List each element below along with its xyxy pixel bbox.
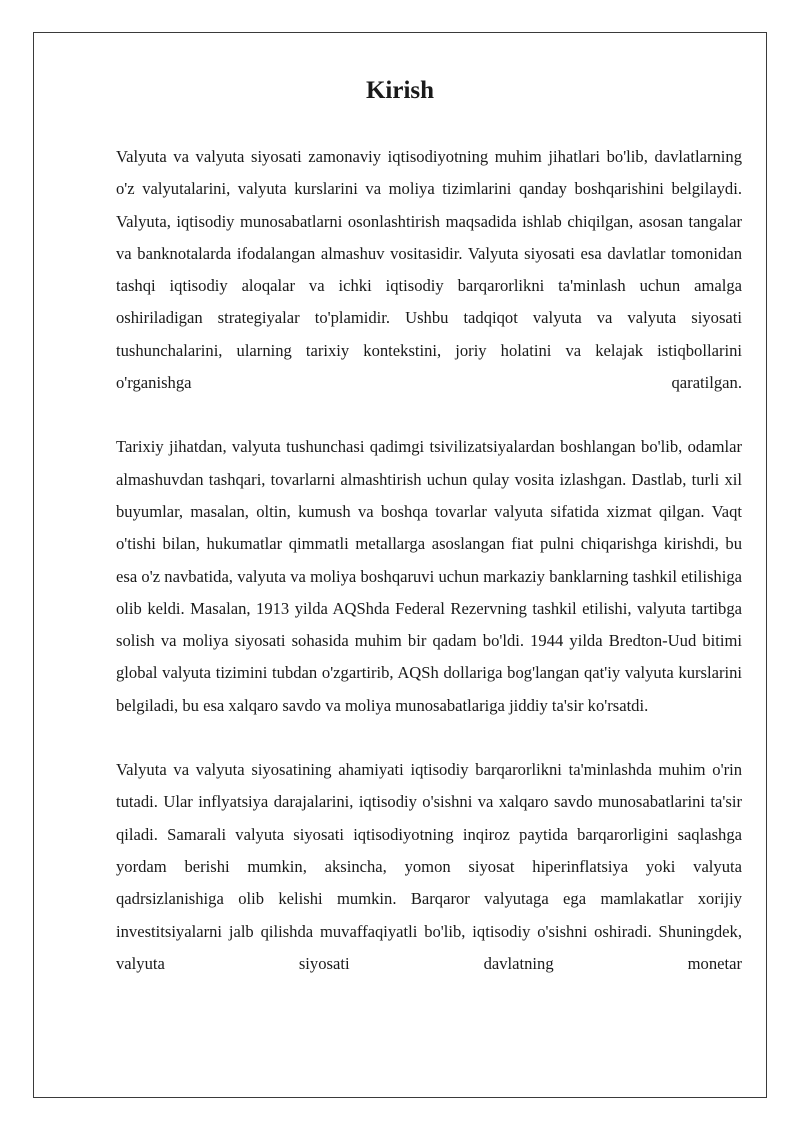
page-title: Kirish bbox=[365, 77, 435, 104]
paragraph-history: Tarixiy jihatdan, valyuta tushunchasi qadimgi tsivilizatsiyalardan boshlangan bo'lib, odamlar almashuvdan tashqari, tovarlarni almashtirish uchun qulay vosita izlashgan. Dastlab, turli xil buyumlar, masalan, oltin, kumush va boshqa tovarlar valyuta sifatida xizmat qilgan. Vaqt o'tishi bilan, hukumatlar qimmatli metallarga asoslangan fiat pulni chiqarishga kirishdi, bu esa o'z navbatida, valyuta va moliya boshqaruvi uchun markaziy banklarning tashkil etilishiga olib keldi. Masalan, 1913 yilda AQShda Federal Rezervning tashkil etilishi, valyuta tartibga solish va moliya siyosati sohasida muhim bir qadam bo'ldi. 1944 yilda Bredton-Uud bitimi global valyuta tizimini tubdan o'zgartirib, AQSh dollariga bog'langan qat'iy valyuta kurslarini belgiladi, bu esa xalqaro savdo va moliya munosabatlariga jiddiy ta'sir ko'rsatdi. bbox=[116, 437, 742, 715]
paragraph-intro: Valyuta va valyuta siyosati zamonaviy iqtisodiyotning muhim jihatlari bo'lib, davlatlarning o'z valyutalarini, valyuta kurslarini va moliya tizimlarini qanday boshqarishini belgilaydi. Valyuta, iqtisodiy munosabatlarni osonlashtirish maqsadida ishlab chiqilgan, asosan tangalar va banknotalarda ifodalangan almashuv vositasidir. Valyuta siyosati esa davlatlar tomonidan tashqi iqtisodiy aloqalar va ichki iqtisodiy barqarorlikni ta'minlash uchun amalga oshiriladigan strategiyalar to'plamidir. Ushbu tadqiqot valyuta va valyuta siyosati tushunchalarini, ularning tarixiy kontekstini, joriy holatini va kelajak istiqbollarini o'rganishga qaratilgan. bbox=[116, 147, 742, 393]
document-body bbox=[116, 141, 742, 1012]
paragraph-importance: Valyuta va valyuta siyosatining ahamiyati iqtisodiy barqarorlikni ta'minlashda muhim o'rin tutadi. Ular inflyatsiya darajalarini, iqtisodiy o'sishni va xalqaro savdo munosabatlarini ta'sir qiladi. Samarali valyuta siyosati iqtisodiyotning inqiroz paytida barqarorligini saqlashga yordam berishi mumkin, aksincha, yomon siyosat hiperinflatsiya yoki valyuta qadrsizlanishiga olib kelishi mumkin. Barqaror valyutaga ega mamlakatlar xorijiy investitsiyalarni jalb qilishda muvaffaqiyatli bo'lib, iqtisodiy o'sishni oshiradi. Shuningdek, valyuta siyosati davlatning monetar bbox=[116, 760, 742, 973]
